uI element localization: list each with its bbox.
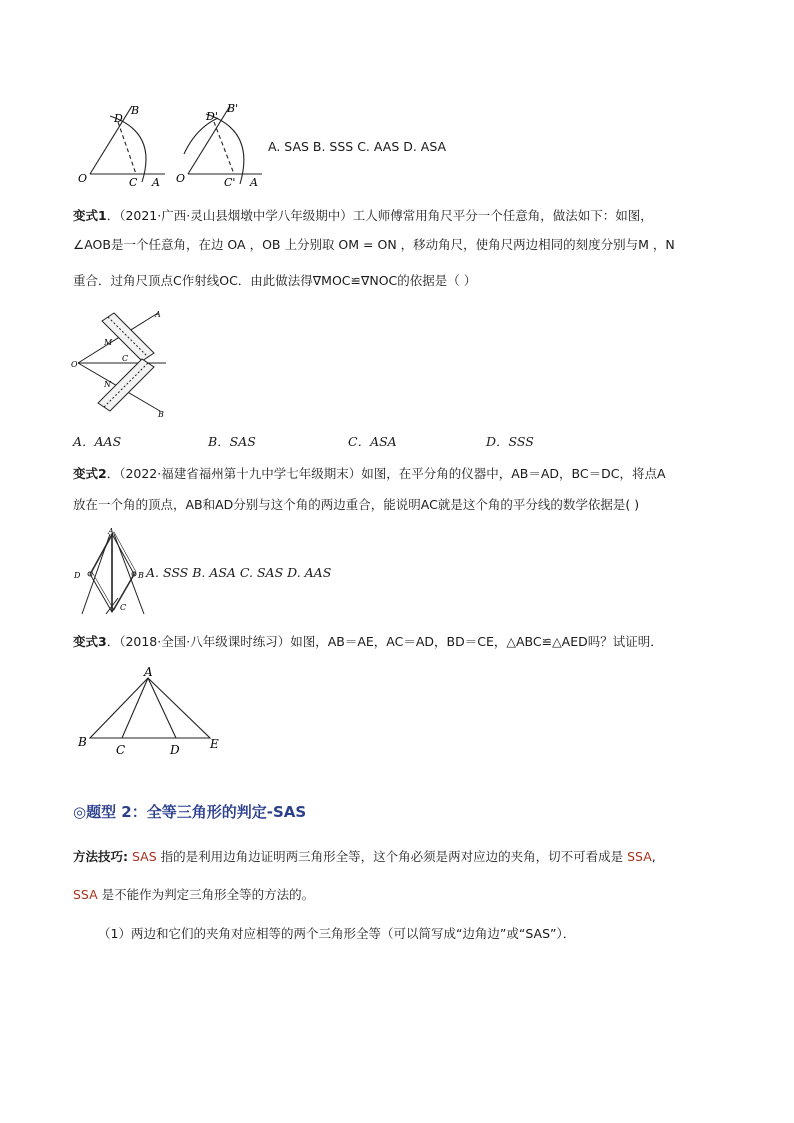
section-title: ◎题型 2：全等三角形的判定-SAS — [73, 803, 307, 821]
triangle-label-b: B — [78, 735, 87, 749]
triangle-label-a: A — [144, 665, 153, 679]
method-label: 方法技巧: — [73, 849, 128, 864]
instrument-label-c: C — [120, 603, 127, 612]
variant1-line1-text: 工人师傅常用角尺平分一个任意角，做法如下：如图， — [352, 208, 653, 223]
ruler-label-b: B — [158, 410, 164, 419]
variant3-text: ．（2018·全国·八年级课时练习）如图，AB＝AE，AC＝AD，BD＝CE，△ABC≌△AED吗？试证明． — [106, 634, 663, 649]
sas-rule-text: （1）两边和它们的夹角对应相等的两个三角形全等（可以简写成“边角边”或“SAS”）． — [98, 926, 576, 941]
method-line2-text: 是不能作为判定三角形全等的方法的。 — [97, 887, 315, 902]
variant2-line1 — [73, 465, 666, 483]
method-term-ssa-2: SSA — [73, 887, 98, 902]
variant1-option-a: A．AAS — [73, 434, 122, 449]
variant3-label: 变式3 — [73, 634, 107, 649]
variant2-source: ．（2022·福建省福州第十九中学七年级期末） — [106, 466, 362, 481]
top-construction-figure — [60, 98, 280, 190]
instrument-label-a: A — [108, 528, 114, 536]
variant2-line1-text: 如图，在平分角的仪器中，AB＝AD，BC＝DC，将点A — [361, 466, 666, 481]
ruler-label-c: C — [122, 354, 129, 363]
label-a-2: A — [250, 176, 258, 189]
label-o: O — [78, 172, 88, 185]
ruler-label-m: M — [104, 338, 113, 347]
variant1-line1 — [73, 207, 653, 225]
variant1-option-b: B．SAS — [208, 434, 256, 449]
variant2-label: 变式2 — [73, 466, 107, 481]
method-line1 — [73, 848, 656, 866]
label-c-prime: C' — [224, 176, 236, 189]
ruler-label-n: N — [104, 380, 111, 389]
method-term-ssa: SSA — [627, 849, 652, 864]
method-line2 — [73, 886, 314, 904]
angle-aob-figure — [90, 106, 165, 182]
variant2-options: A. SSS B. ASA C. SAS D. AAS — [146, 565, 332, 580]
label-o-2: O — [176, 172, 186, 185]
triangle-abe-figure — [74, 664, 234, 756]
label-b-prime: B' — [227, 102, 239, 115]
label-b: B — [131, 104, 140, 117]
ruler-label-a: A — [155, 310, 161, 319]
label-d-prime: D' — [206, 110, 218, 123]
triangle-label-e: E — [210, 737, 219, 751]
label-a: A — [152, 176, 160, 189]
triangle-label-c: C — [116, 743, 126, 756]
instrument-label-d: D — [74, 571, 81, 580]
angle-a-prime-o-b-prime-figure — [184, 106, 262, 184]
angle-ruler-figure — [70, 305, 180, 420]
variant2-line2: 放在一个角的顶点，AB和AD分别与这个角的两边重合，能说明AC就是这个角的平分线的数学依据是( ) — [73, 497, 640, 512]
variant1-option-d: D．SSS — [486, 434, 534, 449]
variant1-line2: ∠AOB是一个任意角，在边 OA ，OB 上分别取 OM = ON ，移动角尺，使角尺两边相同的刻度分别与M ，N — [73, 237, 675, 252]
variant1-label: 变式1 — [73, 208, 107, 223]
method-line1-text: 指的是利用边角边证明两三角形全等，这个角必须是两对应边的夹角，切不可看成是 — [156, 849, 628, 864]
method-term-sas: SAS — [128, 849, 157, 864]
variant3-line — [73, 633, 663, 651]
instrument-label-b: B — [138, 571, 144, 580]
variant1-option-c: C．ASA — [348, 434, 397, 449]
label-c: C — [129, 176, 138, 189]
method-line1-end: , — [651, 849, 656, 864]
variant1-source: ．（2021·广西·灵山县烟墩中学八年级期中） — [106, 208, 353, 223]
label-d: D — [114, 112, 123, 125]
top-problem-options: A. SAS B. SSS C. AAS D. ASA — [268, 139, 447, 154]
triangle-label-d: D — [170, 743, 180, 756]
variant1-line3: 重合．过角尺顶点C作射线OC．由此做法得∇MOC≌∇NOC的依据是（ ） — [73, 273, 477, 288]
ruler-label-o: O — [71, 360, 78, 369]
